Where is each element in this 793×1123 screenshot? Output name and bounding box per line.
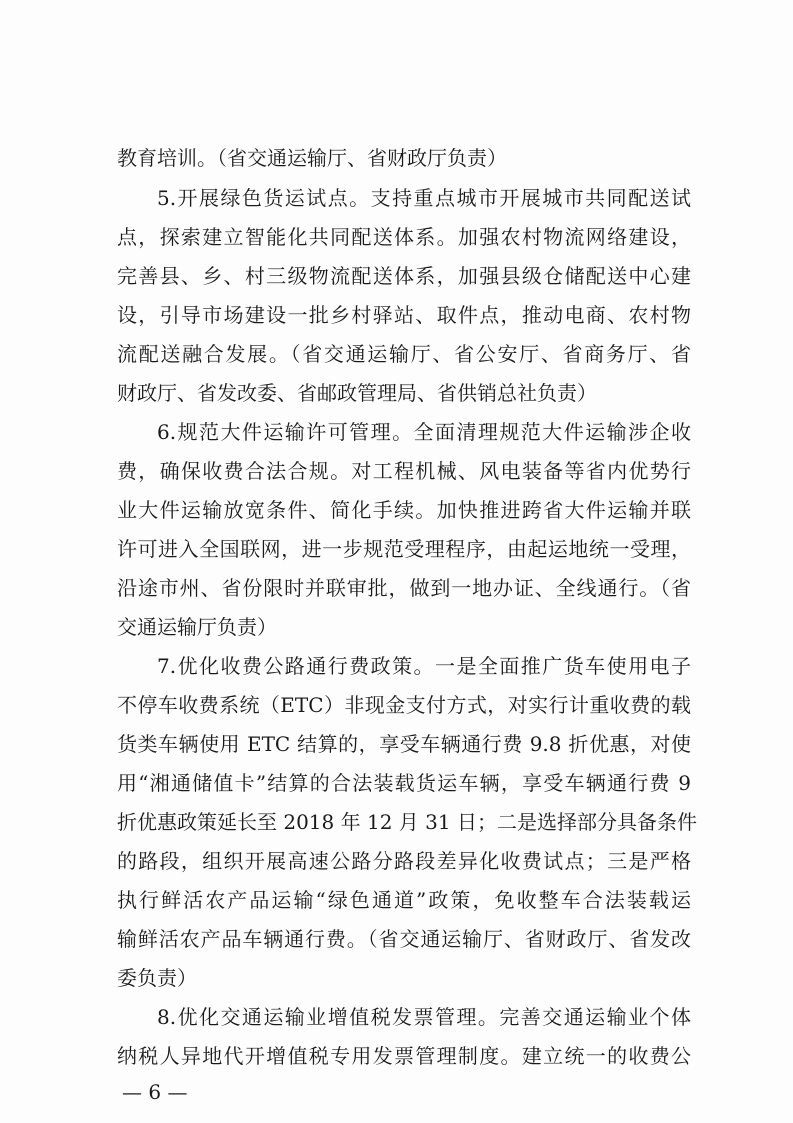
text-line: 委负责）	[117, 966, 197, 990]
text-line: 货类车辆使用 ETC 结算的，享受车辆通行费 9.8 折优惠，对使	[117, 732, 691, 756]
text-line: 流配送融合发展。（省交通运输厅、省公安厅、省商务厅、省	[117, 342, 691, 366]
text-line: 费，确保收费合法合规。对工程机械、风电装备等省内优势行	[117, 459, 691, 483]
text-line: 执行鲜活农产品运输“绿色通道”政策，免收整车合法装载运	[117, 888, 691, 912]
text-line: 设，引导市场建设一批乡村驿站、取件点，推动电商、农村物	[117, 303, 691, 327]
text-line: 用“湘通储值卡”结算的合法装载货运车辆，享受车辆通行费 9	[117, 771, 691, 795]
text-line: 纳税人异地代开增值税专用发票管理制度。建立统一的收费公	[117, 1044, 691, 1068]
text-line: 业大件运输放宽条件、简化手续。加快推进跨省大件运输并联	[117, 498, 691, 522]
text-line: 7.优化收费公路通行费政策。一是全面推广货车使用电子	[157, 654, 691, 678]
text-line: 点，探索建立智能化共同配送体系。加强农村物流网络建设，	[117, 225, 691, 249]
text-line: 沿途市州、省份限时并联审批，做到一地办证、全线通行。（省	[117, 576, 691, 600]
text-line: 完善县、乡、村三级物流配送体系，加强县级仓储配送中心建	[117, 264, 691, 288]
text-line: 8.优化交通运输业增值税发票管理。完善交通运输业个体	[157, 1005, 691, 1029]
text-line: 的路段，组织开展高速公路分路段差异化收费试点；三是严格	[117, 849, 691, 873]
text-line: 财政厅、省发改委、省邮政管理局、省供销总社负责）	[117, 381, 597, 405]
text-line: 交通运输厅负责）	[117, 615, 277, 639]
page-number: — 6 —	[122, 1080, 188, 1104]
text-line: 5.开展绿色货运试点。支持重点城市开展城市共同配送试	[157, 186, 691, 210]
text-line: 教育培训。（省交通运输厅、省财政厅负责）	[117, 146, 507, 170]
text-line: 许可进入全国联网，进一步规范受理程序，由起运地统一受理，	[117, 537, 691, 561]
text-line: 不停车收费系统（ETC）非现金支付方式，对实行计重收费的载	[117, 693, 691, 717]
text-line: 6.规范大件运输许可管理。全面清理规范大件运输涉企收	[157, 420, 691, 444]
text-line: 输鲜活农产品车辆通行费。（省交通运输厅、省财政厅、省发改	[117, 927, 691, 951]
text-line: 折优惠政策延长至 2018 年 12 月 31 日；二是选择部分具备条件	[117, 810, 697, 834]
